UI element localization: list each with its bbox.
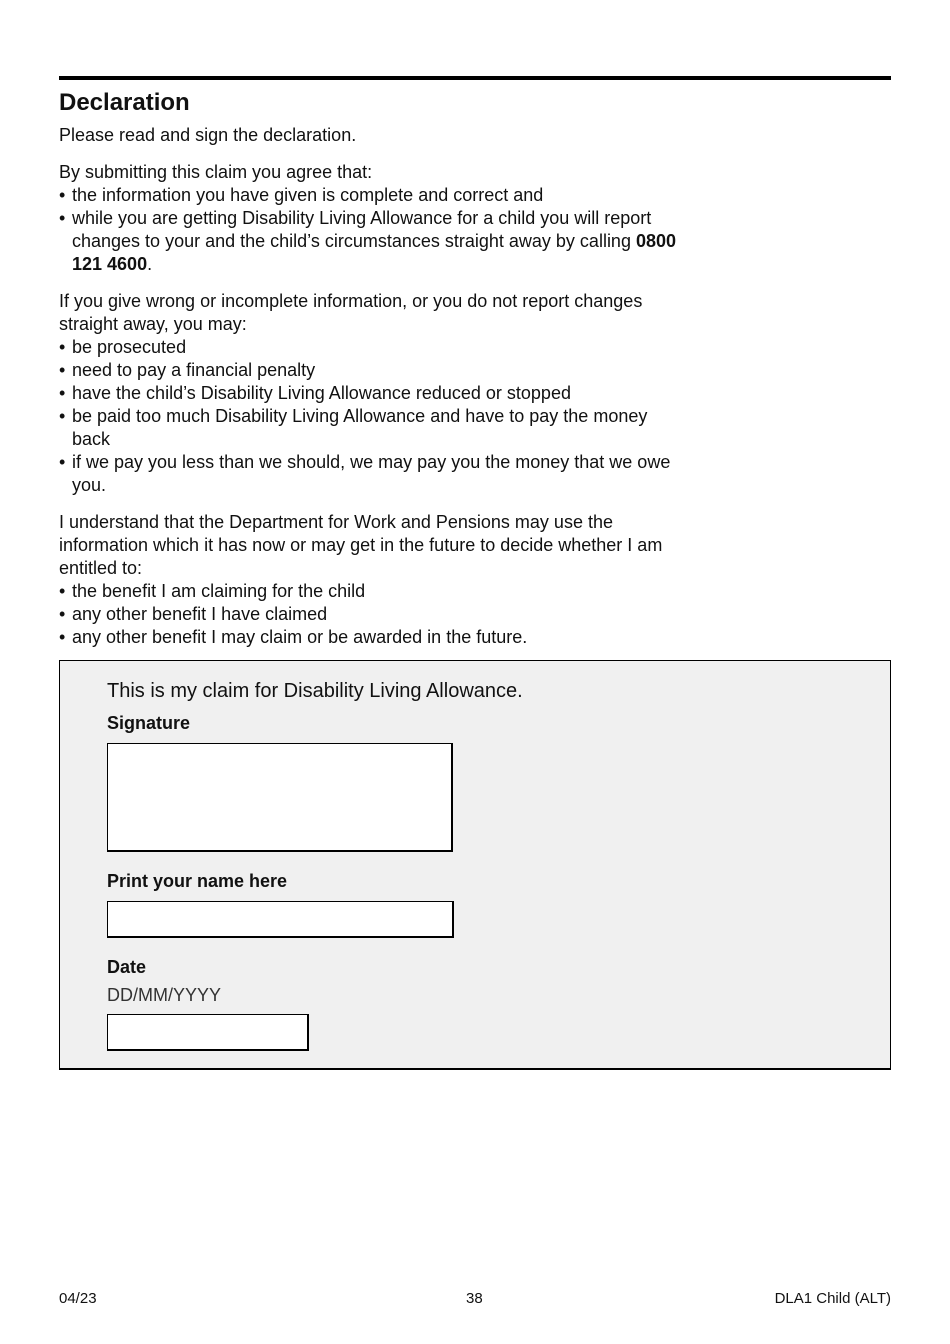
form-code: DLA1 Child (ALT) (774, 1290, 891, 1307)
page-number: 38 (466, 1290, 483, 1307)
list-item: • if we pay you less than we should, we may pay you the money that we owe you. (59, 451, 679, 497)
consequences-lead: If you give wrong or incomplete information, or you do not report changes straight away, you may: (59, 291, 643, 334)
agreement-item-text: while you are getting Disability Living Allowance for a child you will report changes to your and the child’s circumstances straight away by calling (72, 208, 652, 251)
declaration-text (59, 124, 679, 649)
list-item: • the benefit I am claiming for the child (59, 580, 679, 603)
claim-statement: This is my claim for Disability Living Allowance. (107, 680, 523, 702)
footer-date-code: 04/23 (59, 1290, 97, 1307)
phone-number: 0800 121 4600 (72, 231, 677, 274)
section-top-rule (59, 76, 891, 80)
intro-text: Please read and sign the declaration. (59, 125, 357, 145)
signature-panel (59, 660, 891, 1070)
name-label: Print your name here (107, 871, 288, 891)
date-label: Date (107, 957, 147, 977)
list-item (59, 207, 679, 276)
date-format-hint: DD/MM/YYYY (107, 985, 222, 1005)
agreement-lead: By submitting this claim you agree that: (59, 162, 373, 182)
understanding-list (59, 580, 679, 649)
understanding-lead: I understand that the Department for Work and Pensions may use the information which it has now or may get in the future to decide whether I am entitled to: (59, 512, 663, 578)
list-item: • the information you have given is complete and correct and (59, 184, 679, 207)
agreement-item-end: . (147, 254, 153, 274)
list-item: • need to pay a financial penalty (59, 359, 679, 382)
date-input[interactable] (107, 1014, 309, 1051)
signature-label: Signature (107, 713, 191, 733)
name-input[interactable] (107, 901, 454, 938)
list-item: • be prosecuted (59, 336, 679, 359)
page-title: Declaration (59, 89, 190, 116)
signature-field[interactable] (107, 743, 453, 852)
list-item: • have the child’s Disability Living Allowance reduced or stopped (59, 382, 679, 405)
list-item: • any other benefit I have claimed (59, 603, 679, 626)
list-item: • any other benefit I may claim or be awarded in the future. (59, 626, 679, 649)
agreement-list (59, 184, 679, 276)
list-item: • be paid too much Disability Living Allowance and have to pay the money back (59, 405, 679, 451)
consequences-list (59, 336, 679, 497)
